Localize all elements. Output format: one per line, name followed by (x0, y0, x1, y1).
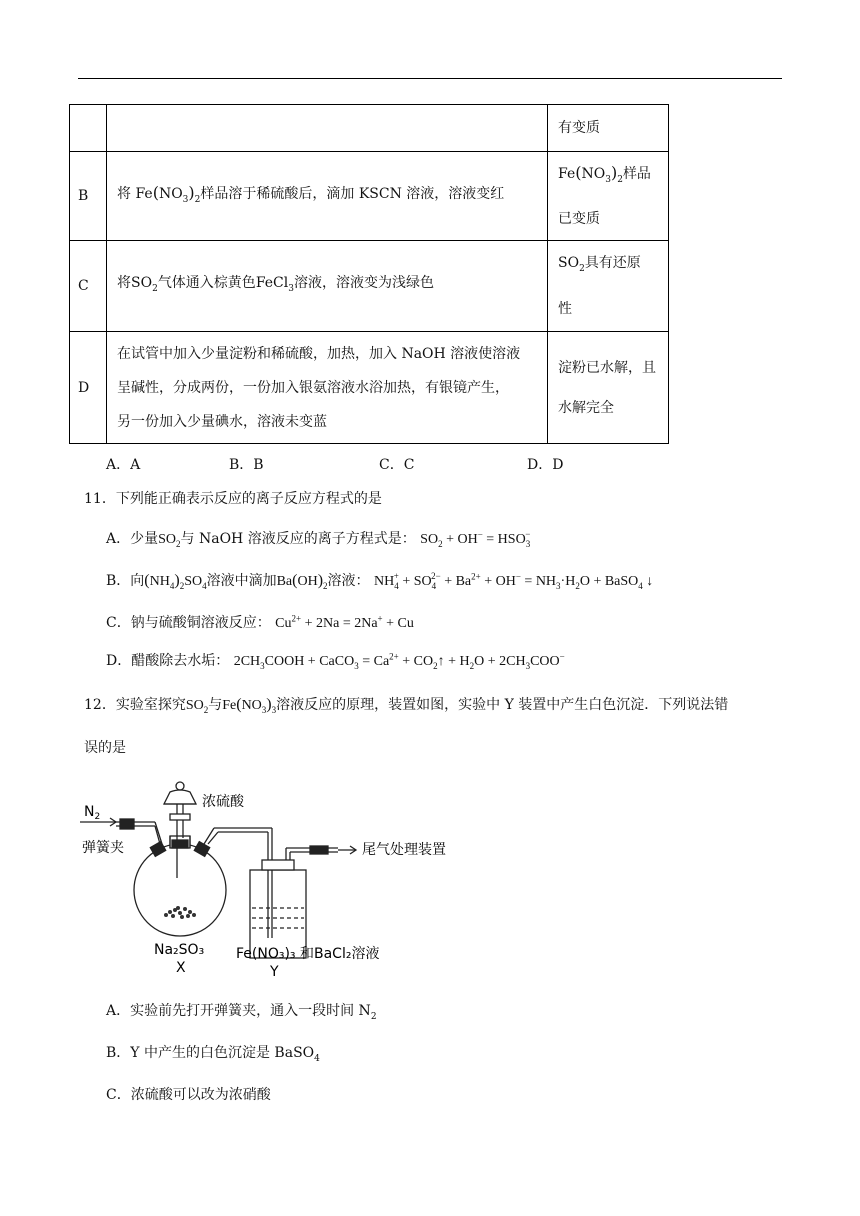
table-row-d (70, 332, 669, 444)
label-conc-acid: 浓硫酸 (202, 794, 244, 810)
option-c[interactable]: C．C (379, 457, 415, 473)
q11-option-c[interactable]: C．钠与硫酸铜溶液反应： $Cu^{2+} + 2Na = 2Na^+ + Cu$ (106, 613, 414, 631)
row-c-operation: 将$SO_2$气体通入棕黄色FeCl$_3$溶液，溶液变为浅绿色 (107, 241, 548, 332)
bottle-y-icon (250, 870, 306, 958)
label-flask-x: X (176, 960, 186, 976)
row-a-result-cell (548, 105, 669, 152)
row-c-label: C (70, 241, 107, 332)
q11-option-b[interactable]: B．向$(NH_4)_2SO_4$溶液中滴加$Ba(OH)_2$溶液： $NH_4^+ + SO_4^{2-} + Ba^{2+} + OH^- = NH_3\cdot H_2O$ + BaSO$_4$ ↓ (106, 571, 654, 591)
row-a-result: 有变质 (558, 120, 600, 136)
row-b-operation: 将 $Fe(NO_3)_2$样品溶于稀硫酸后，滴加 KSCN 溶液，溶液变红 (107, 152, 548, 241)
q11-option-a[interactable]: A．少量$SO_2$与 NaOH 溶液反应的离子方程式是： $SO_2 + OH^- = HSO_3^-$ (106, 529, 531, 549)
label-flask-reagent: Na₂SO₃ (154, 942, 205, 958)
option-d[interactable]: D．D (527, 457, 564, 473)
row-a-label-cell (70, 105, 107, 152)
table-row-c (70, 241, 669, 332)
label-bottle-y: Y (270, 964, 279, 980)
table-row-a-tail (70, 105, 669, 152)
label-n2: $N_2$ (84, 804, 101, 822)
label-spring-clip: 弹簧夹 (82, 840, 124, 856)
option-a[interactable]: A．A (106, 457, 141, 473)
label-bottle-reagent: Fe(NO₃)₃ 和BaCl₂溶液 (236, 946, 380, 962)
q12-option-c[interactable]: C．浓硫酸可以改为浓硝酸 (106, 1087, 271, 1103)
table-row-b (70, 152, 669, 241)
q11-stem: 11．下列能正确表示反应的离子反应方程式的是 (84, 491, 382, 507)
options-table (69, 104, 669, 444)
row-d-label: D (70, 332, 107, 444)
header-rule (78, 78, 782, 79)
spring-clip-icon (120, 819, 134, 829)
q11-option-d[interactable]: D．醋酸除去水垢： $2CH_3COOH$ + CaCO$_3$ = $Ca^{2+}$ + $CO_2↑ + H_2O + 2CH_3COO^-$ (106, 651, 565, 671)
label-tail-gas: 尾气处理装置 (362, 842, 446, 858)
row-a-operation-cell (107, 105, 548, 152)
apparatus-diagram (80, 778, 460, 980)
row-d-operation: 在试管中加入少量淀粉和稀硫酸，加热，加入 NaOH 溶液使溶液 呈碱性，分成两份，一份加入银氨溶液水浴加热，有银镜产生， 另一份加入少量碘水，溶液未变蓝 (107, 332, 548, 444)
row-b-result: $Fe(NO_3)_2$样品 已变质 (548, 152, 669, 241)
row-c-result: $SO_2$具有还原 性 (548, 241, 669, 332)
powder-icon (164, 906, 196, 919)
q12-option-a[interactable]: A．实验前先打开弹簧夹，通入一段时间 $N_2$ (106, 1003, 377, 1022)
flask-x-icon (134, 844, 226, 936)
q12-option-b[interactable]: B．Y 中产生的白色沉淀是 BaSO$_4$ (106, 1045, 320, 1064)
apparatus-figure (80, 778, 460, 980)
row-d-result: 淀粉已水解，且 水解完全 (548, 332, 669, 444)
q12-stem-line2: 误的是 (84, 740, 126, 756)
funnel-icon (164, 790, 196, 804)
row-b-label: B (70, 152, 107, 241)
option-b[interactable]: B．B (229, 457, 264, 473)
q12-stem-line1: 12．实验室探究$SO_2$与$Fe(NO_3)_3$溶液反应的原理，装置如图，实验中 Y 装置中产生白色沉淀．下列说法错 (84, 696, 729, 715)
